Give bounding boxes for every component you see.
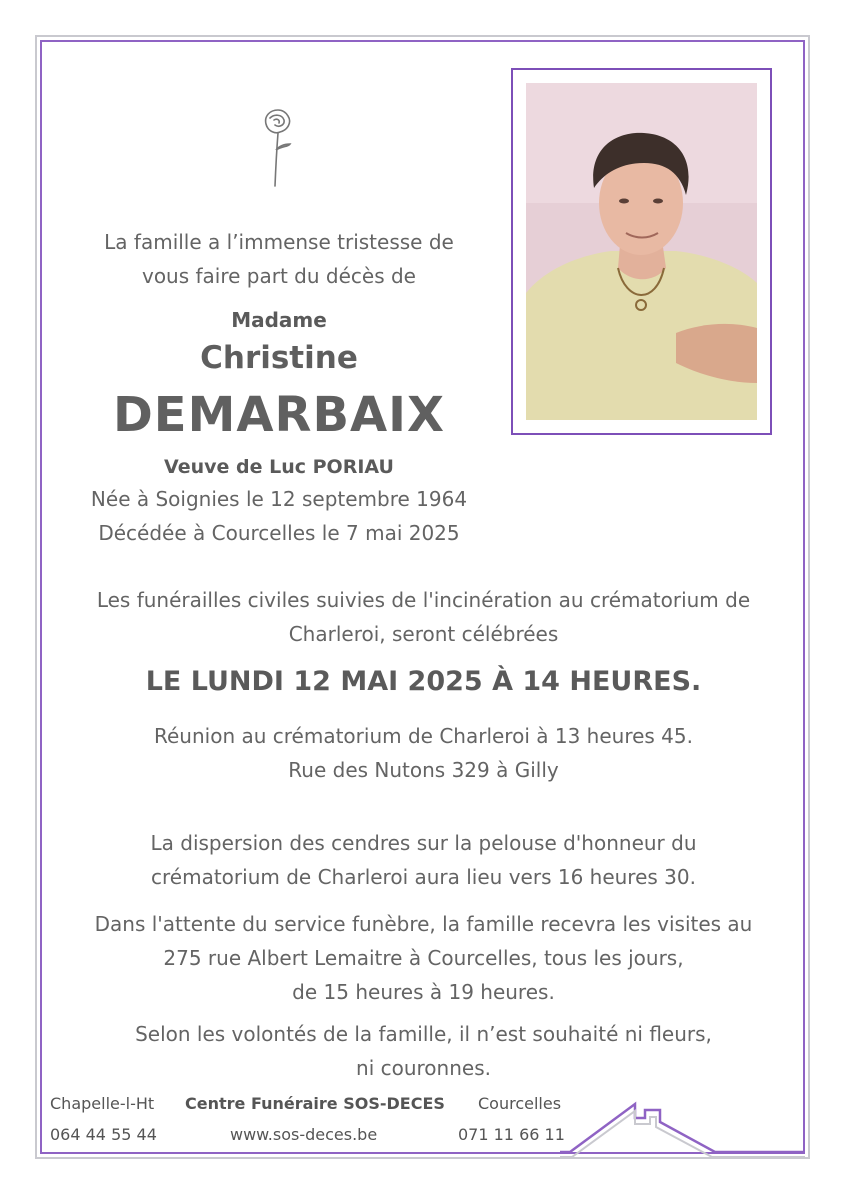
spouse-line: Veuve de Luc PORIAU xyxy=(164,456,394,478)
honorific: Madame xyxy=(231,308,327,332)
footer-right-place: Courcelles xyxy=(478,1094,562,1113)
wishes-text xyxy=(45,1017,802,1085)
footer-right-phone: 071 11 66 11 xyxy=(458,1125,565,1144)
visits-line: de 15 heures à 19 heures. xyxy=(292,980,555,1004)
footer-left-place: Chapelle-l-Ht xyxy=(50,1094,155,1113)
visits-line: 275 rue Albert Lemaitre à Courcelles, tous les jours, xyxy=(163,946,684,970)
funeral-date: LE LUNDI 12 MAI 2025 À 14 HEURES. xyxy=(145,666,702,697)
meeting-line: Réunion au crématorium de Charleroi à 13 heures 45. xyxy=(154,724,693,748)
rose-icon xyxy=(258,106,298,188)
footer-company: Centre Funéraire SOS-DECES xyxy=(185,1094,445,1113)
meeting-text xyxy=(45,719,802,787)
footer-left-phone: 064 44 55 44 xyxy=(50,1125,157,1144)
visits-line: Dans l'attente du service funèbre, la famille recevra les visites au xyxy=(94,912,753,936)
dispersion-text xyxy=(45,826,802,894)
portrait-photo xyxy=(526,83,757,420)
house-outline-icon xyxy=(560,1100,810,1160)
dispersion-line: crématorium de Charleroi aura lieu vers 16 heures 30. xyxy=(151,865,696,889)
last-name: DEMARBAIX xyxy=(112,387,446,443)
wishes-line: Selon les volontés de la famille, il n’est souhaité ni fleurs, xyxy=(135,1022,712,1046)
first-name: Christine xyxy=(200,340,358,376)
intro-line: vous faire part du décès de xyxy=(141,264,416,288)
birth-line: Née à Soignies le 12 septembre 1964 xyxy=(90,487,468,511)
dispersion-line: La dispersion des cendres sur la pelouse d'honneur du xyxy=(150,831,697,855)
funeral-text xyxy=(45,583,802,651)
death-line: Décédée à Courcelles le 7 mai 2025 xyxy=(98,521,460,545)
visits-text xyxy=(45,907,802,1009)
meeting-line: Rue des Nutons 329 à Gilly xyxy=(288,758,559,782)
footer-website[interactable]: www.sos-deces.be xyxy=(230,1125,378,1144)
funeral-line: Les funérailles civiles suivies de l'incinération au crématorium de xyxy=(96,588,751,612)
funeral-line: Charleroi, seront célébrées xyxy=(288,622,559,646)
intro-line: La famille a l’immense tristesse de xyxy=(104,230,454,254)
intro-text xyxy=(50,225,508,293)
wishes-line: ni couronnes. xyxy=(356,1056,491,1080)
